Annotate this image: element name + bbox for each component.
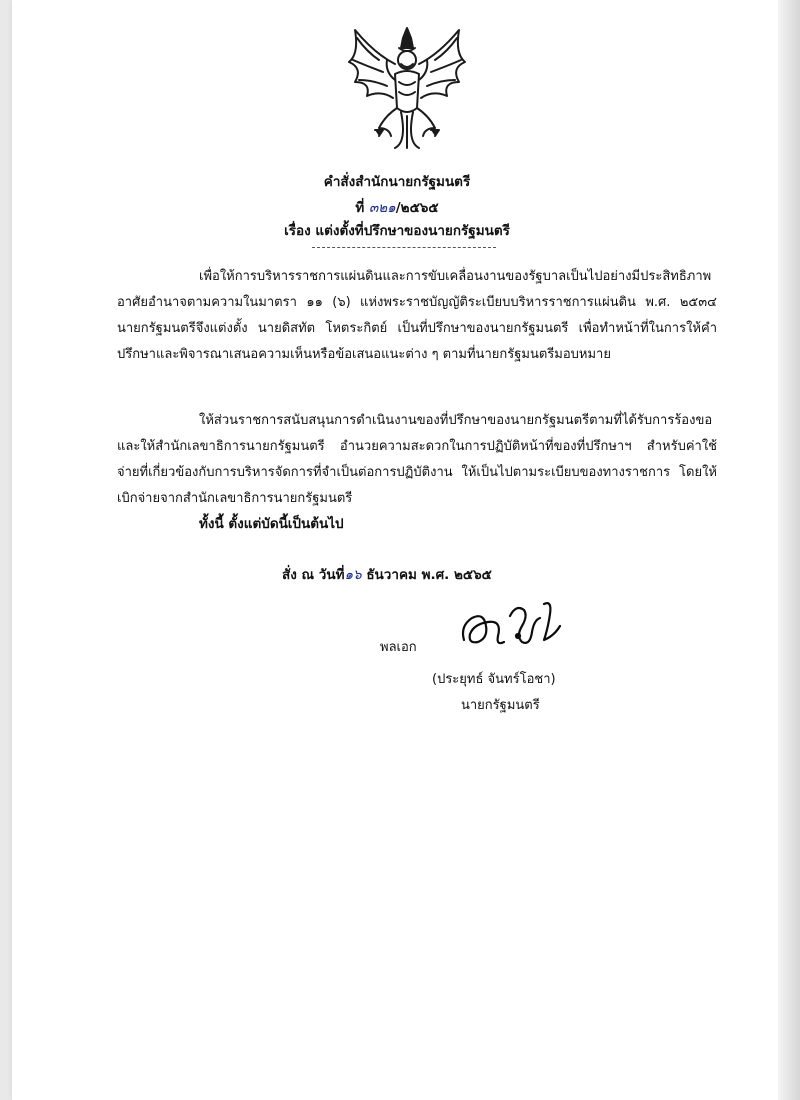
paragraph-appointment: เพื่อให้การบริหารราชการแผ่นดินและการขับเคลื่อนงานของรัฐบาลเป็นไปอย่างมีประสิทธิภาพ อาศัยอำนาจตามความในมาตรา ๑๑ (๖) แห่งพระราชบัญญัติระเบียบบริหารราชการแผ่นดิน พ.ศ. ๒๕๓๔ นายกรัฐมนตรีจึงแต่งตั้ง นายดิสทัต โหตระกิตย์ เป็นที่ปรึกษาของนายกรัฐมนตรี เพื่อทำหน้าที่ในการให้คำปรึกษาและพิจารณาเสนอความเห็นหรือข้อเสนอแนะต่าง ๆ ตามที่นายกรัฐมนตรีมอบหมาย <box>117 269 717 362</box>
number-suffix: /๒๕๖๕ <box>395 200 439 216</box>
handwritten-signature <box>458 596 568 656</box>
number-prefix: ที่ <box>355 200 365 216</box>
order-date <box>282 563 492 585</box>
paragraph-support: ให้ส่วนราชการสนับสนุนการดำเนินงานของที่ปรึกษาของนายกรัฐมนตรีตามที่ได้รับการร้องขอ และให้สำนักเลขาธิการนายกรัฐมนตรี อำนวยความสะดวกในการปฏิบัติหน้าที่ของที่ปรึกษาฯ สำหรับค่าใช้จ่ายที่เกี่ยวข้องกับการบริหารจัดการที่จำเป็นต่อการปฏิบัติงาน ให้เป็นไปตามระเบียบของทางราชการ โดยให้เบิกจ่ายจากสำนักเลขาธิการนายกรัฐมนตรี <box>117 413 717 506</box>
order-title: คำสั่งสำนักนายกรัฐมนตรี <box>323 174 471 190</box>
date-prefix: สั่ง ณ วันที่ <box>282 567 345 583</box>
handwritten-day: ๑๖ <box>344 567 362 583</box>
handwritten-number: ๓๒๑ <box>369 200 396 216</box>
order-number <box>12 196 782 218</box>
separator-line <box>312 247 496 248</box>
signer-name: (ประยุทธ์ จันทร์โอชา) <box>432 672 556 687</box>
effective-clause: ทั้งนี้ ตั้งแต่บัดนี้เป็นต้นไป <box>199 516 344 532</box>
order-subject: เรื่อง แต่งตั้งที่ปรึกษาของนายกรัฐมนตรี <box>284 223 510 239</box>
garuda-emblem-icon <box>345 24 469 152</box>
document-page <box>12 0 782 1100</box>
page-edge-shadow <box>778 0 800 1100</box>
signer-rank: พลเอก <box>380 640 417 655</box>
signer-position: นายกรัฐมนตรี <box>461 698 540 713</box>
date-month-year: ธันวาคม พ.ศ. ๒๕๖๕ <box>366 567 492 583</box>
